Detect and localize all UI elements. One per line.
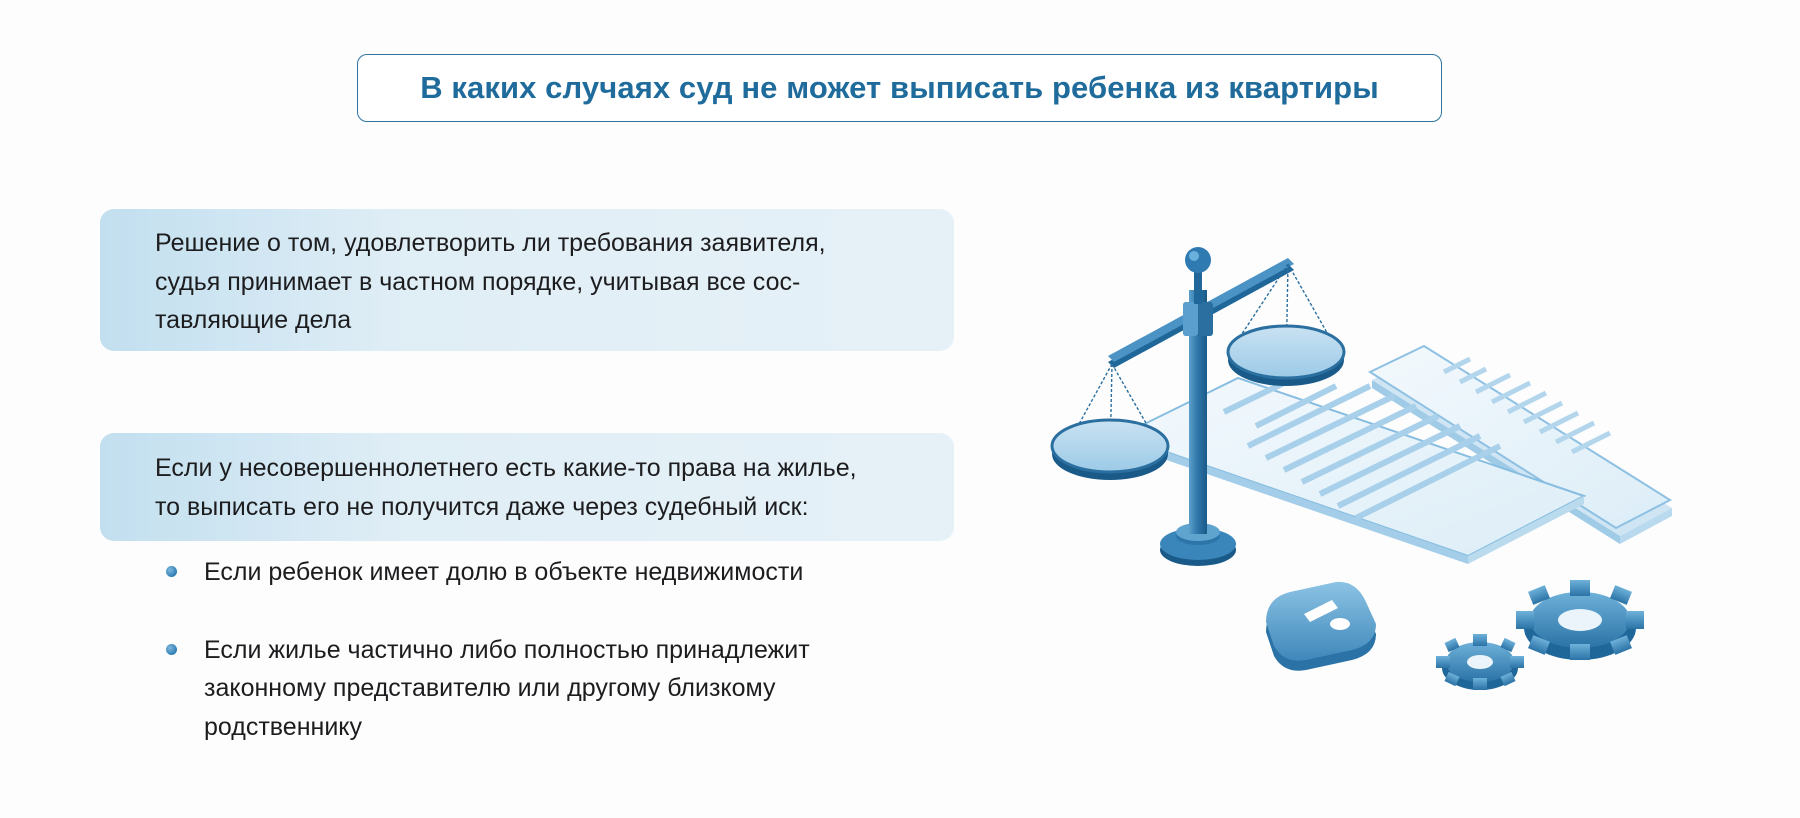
bullet-icon bbox=[166, 644, 177, 655]
info-panel-minor-rights bbox=[100, 433, 954, 541]
gear-icon bbox=[1436, 634, 1524, 690]
list-item-line: законному представителю или другому близкому bbox=[204, 674, 776, 702]
panel-line: Если у несовершеннолетнего есть какие-то права на жилье, bbox=[155, 454, 857, 482]
info-panel-court-decision bbox=[100, 209, 954, 351]
list-item bbox=[166, 553, 926, 592]
panel-line: судья принимает в частном порядке, учитывая все сос- bbox=[155, 267, 801, 296]
panel-line: тавляющие дела bbox=[155, 306, 352, 334]
gear-icon bbox=[1516, 580, 1644, 660]
title-box bbox=[357, 54, 1442, 122]
justice-illustration bbox=[1040, 240, 1680, 720]
panel-line: Решение о том, удовлетворить ли требования заявителя, bbox=[155, 229, 826, 257]
list-item-line: Если жилье частично либо полностью принадлежит bbox=[204, 635, 810, 664]
page-title: В каких случаях суд не может выписать ребенка из квартиры bbox=[420, 70, 1379, 105]
list-item-line: родственнику bbox=[204, 712, 362, 741]
alert-icon bbox=[1266, 582, 1376, 671]
list-item bbox=[166, 631, 926, 747]
panel-line: то выписать его не получится даже через судебный иск: bbox=[155, 492, 809, 521]
list-item-line: Если ребенок имеет долю в объекте недвижимости bbox=[204, 558, 804, 586]
conditions-list bbox=[166, 553, 926, 746]
bullet-icon bbox=[166, 566, 177, 577]
